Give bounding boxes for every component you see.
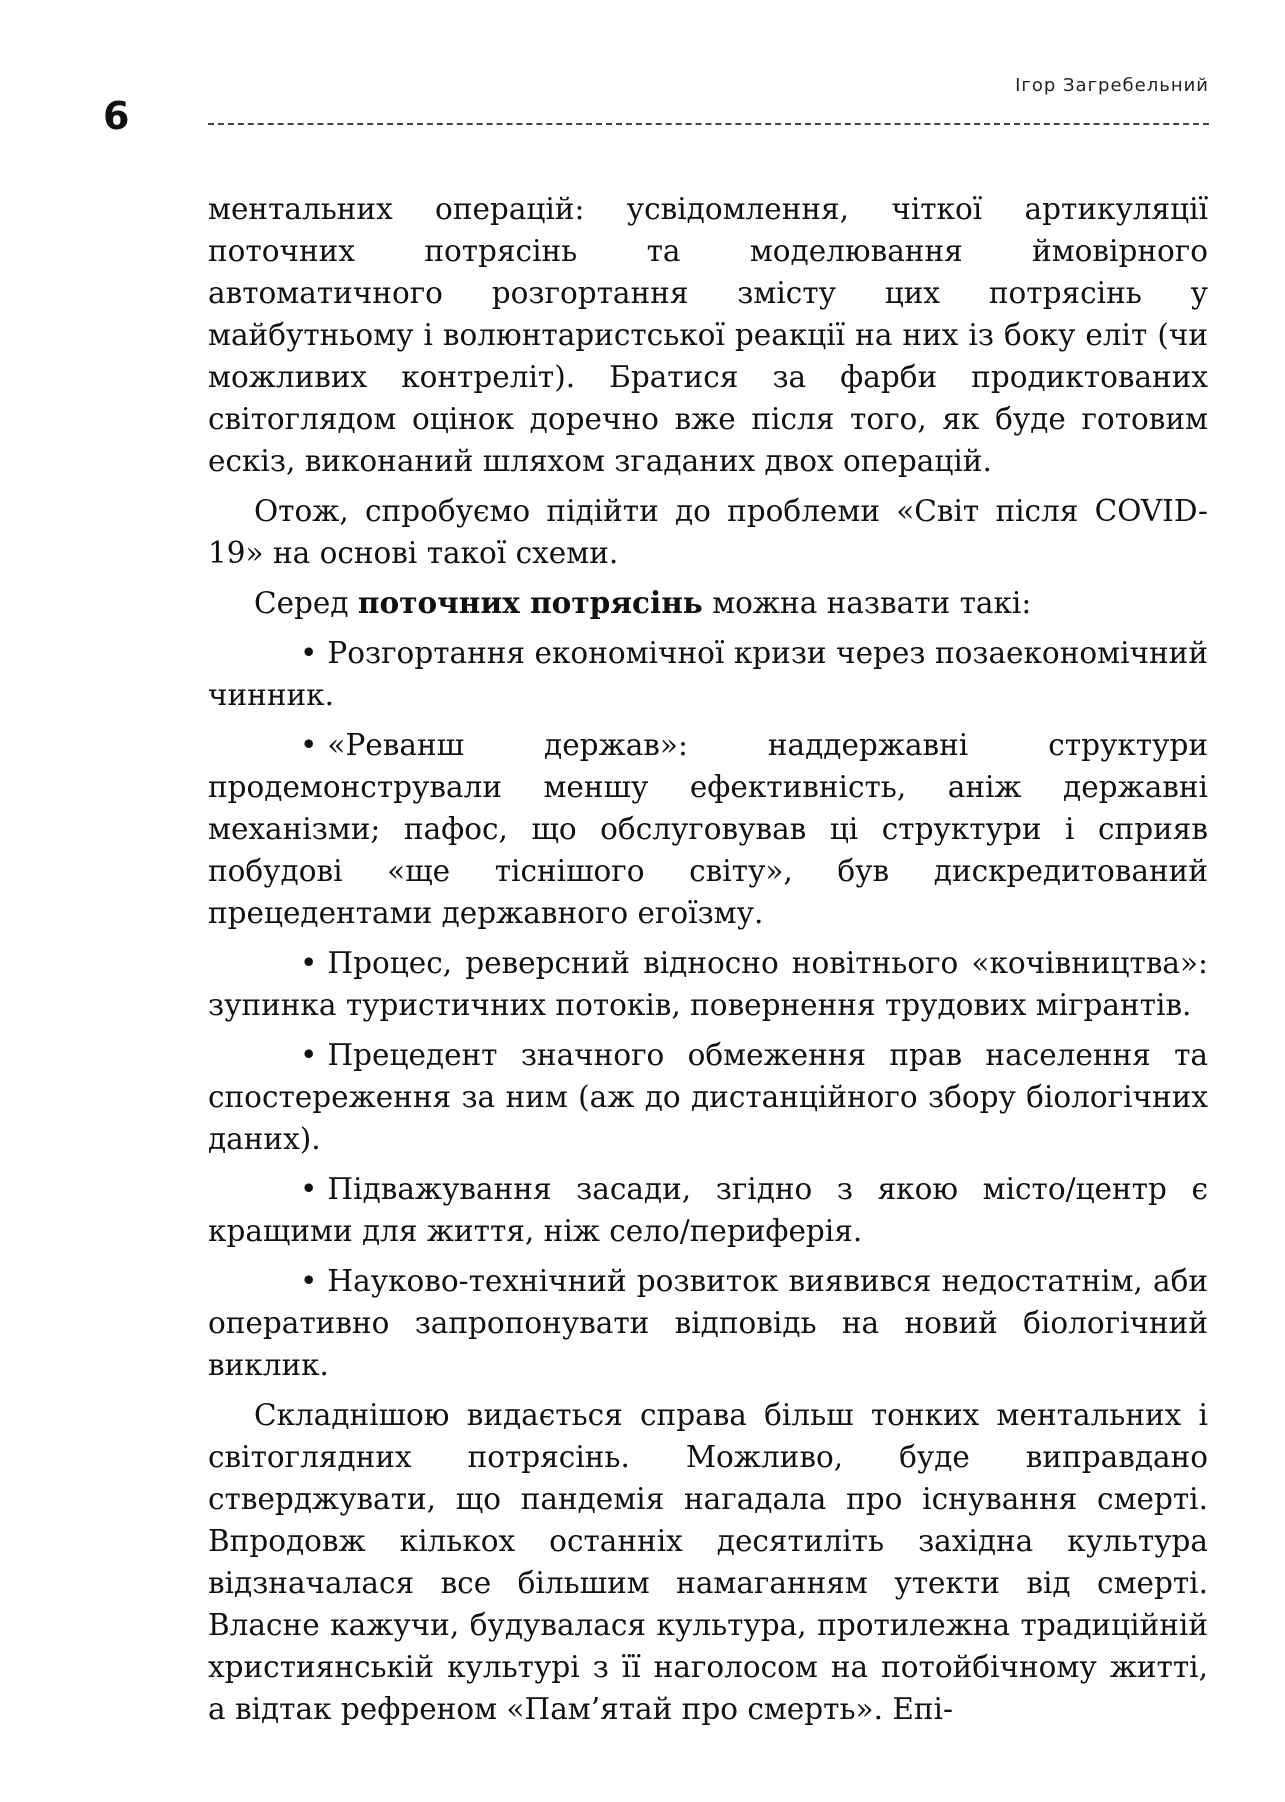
- bullet-icon: •: [300, 946, 318, 980]
- bullet-text: Прецедент значного обмеження прав населення та спостереження за ним (аж до дистанційного збору біологічних даних).: [208, 1038, 1208, 1156]
- bullet-icon: •: [300, 1172, 318, 1206]
- paragraph-otozh: Отож, спробуємо підійти до проблеми «Світ після COVID-19» на основі такої схеми.: [208, 494, 1208, 570]
- paragraph-sered-before: Серед: [254, 586, 358, 620]
- bullet-icon: •: [300, 728, 318, 762]
- bullet-text: Розгортання економічної кризи через позаекономічний чинник.: [208, 636, 1208, 712]
- bullet-text: «Реванш держав»: наддержавні структури продемонстрували меншу ефективність, аніж державні механізми; пафос, що обслуговував ці структури і сприяв побудові «ще тіснішого світу», був дискредитований прецедентами державного егоїзму.: [208, 728, 1208, 930]
- body-text: [208, 188, 1208, 1738]
- bullet-text: Процес, реверсний відносно новітнього «кочівництва»: зупинка туристичних потоків, повернення трудових мігрантів.: [208, 946, 1208, 1022]
- bullet-item: [208, 1168, 1208, 1252]
- bullet-item: [208, 632, 1208, 716]
- paragraph-skladnishoyu: Складнішою видається справа більш тонких ментальних і світоглядних потрясінь. Можливо, буде виправдано стверджувати, що пандемія нагадала про існування смерті. Впродовж кількох останніх десятиліть західна культура відзначалася все більшим намаганням утекти від смерті. Власне кажучи, будувалася культура, протилежна традиційній християнській культурі з її наголосом на потойбічному житті, а відтак рефреном «Пам’ятай про смерть». Епі-: [208, 1398, 1208, 1726]
- running-head-author: Ігор Загребельний: [1015, 75, 1209, 96]
- paragraph-sered-after: можна назвати такі:: [702, 586, 1032, 620]
- bullet-item: [208, 724, 1208, 934]
- bullet-text: Науково-технічний розвиток виявився недостатнім, аби оперативно запропонувати відповідь на новий біологічний виклик.: [208, 1264, 1208, 1382]
- bullet-icon: •: [300, 1038, 318, 1072]
- page-number: 6: [103, 94, 130, 138]
- bullet-icon: •: [300, 1264, 318, 1298]
- paragraph-sered: [208, 582, 1208, 624]
- bullet-text: Підважування засади, згідно з якою місто/центр є кращими для життя, ніж село/периферія.: [208, 1172, 1208, 1248]
- paragraph-continuation: ментальних операцій: усвідомлення, чіткої артикуляції поточних потрясінь та моделювання ймовірного автоматичного розгортання змісту цих потрясінь у майбутньому і волюнтаристської реакції на них із боку еліт (чи можливих контреліт). Братися за фарби продиктованих світоглядом оцінок доречно вже після того, як буде готовим ескіз, виконаний шляхом згаданих двох операцій.: [208, 192, 1208, 478]
- header-divider: [208, 123, 1209, 125]
- paragraph-sered-bold: поточних потрясінь: [357, 585, 703, 620]
- bullet-icon: •: [300, 636, 318, 670]
- bullet-item: [208, 1260, 1208, 1386]
- bullet-item: [208, 942, 1208, 1026]
- bullet-item: [208, 1034, 1208, 1160]
